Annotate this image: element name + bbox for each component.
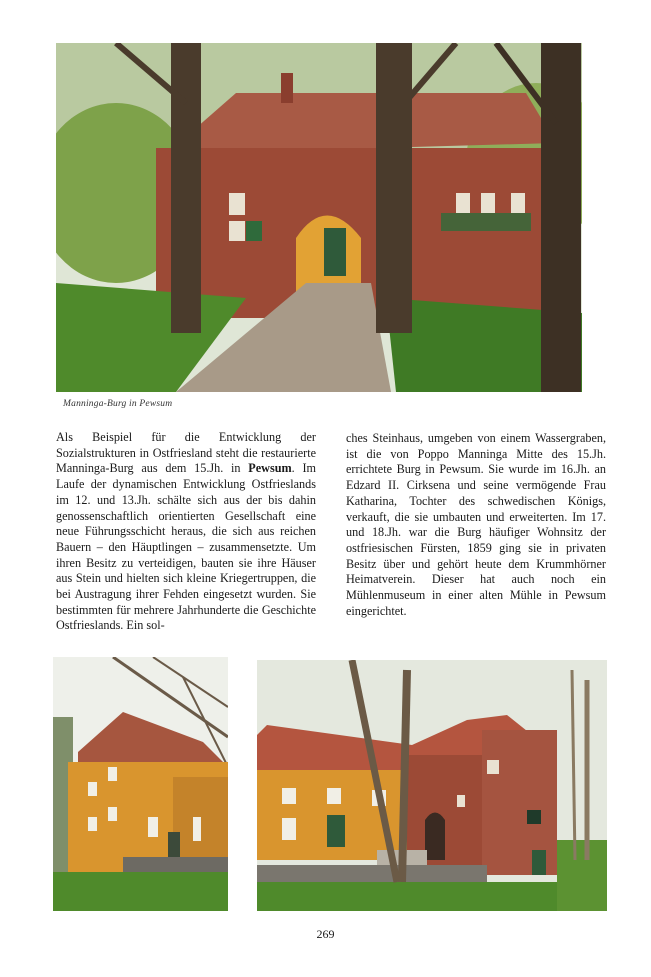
page-number: 269: [316, 927, 335, 941]
paragraph-left: [56, 430, 316, 634]
text-left-part1: Als Beispiel für die Entwicklung der Sozialstrukturen in Ostfriesland steht die restaurierte Manninga-Burg aus dem 15.Jh. in: [56, 430, 316, 476]
photo-caption: Manninga-Burg in Pewsum: [63, 399, 173, 409]
photo-castle-overview: [257, 660, 607, 911]
place-name-bold: Pewsum: [248, 461, 292, 476]
paragraph-right: ches Steinhaus, umgeben von einem Wassergraben, ist die von Poppo Manninga Mitte des 15.Jh. errichtete Burg in Pewsum. Sie wurde im 16.Jh. an Edzard II. Cirksena und seine vermögende Frau Katharina, Tochter des schwedischen Königs, verkauft, die sie umbauten und erweiterten. Im 17. und 18.Jh. war die Burg häufiger Wohnsitz der ostfriesischen Fürsten, 1859 ging sie in privaten Besitz über und gehört heute dem Krummhörner Heimatverein. Dieser hat auch noch ein Mühlenmuseum in einer alten Mühle in Pewsum eingerichtet.: [346, 431, 606, 618]
text-column-right: [346, 431, 606, 619]
text-left-part2: . Im Laufe der dynamischen Entwicklung Ostfrieslands im 12. und 13.Jh. schälte sich aus der bis dahin genossenschaftlich orientierten Gesellschaft eine neue Führungsschicht heraus, die sich aus reichen Bauern – den Häuptlingen – zusammensetzte. Um ihren Besitz zu verteidigen, bauten sie ihre Häuser aus Stein und hielten sich kleine Kriegertruppen, die bei Austragung ihrer Fehden eingesetzt wurden. Sie bestimmten für mehrere Jahrhunderte die Geschichte Ostfrieslands. Ein sol-: [56, 461, 316, 633]
photo-ochre-house: [53, 657, 228, 911]
photo-gatehouse: [56, 43, 582, 392]
text-column-left: [56, 430, 316, 634]
